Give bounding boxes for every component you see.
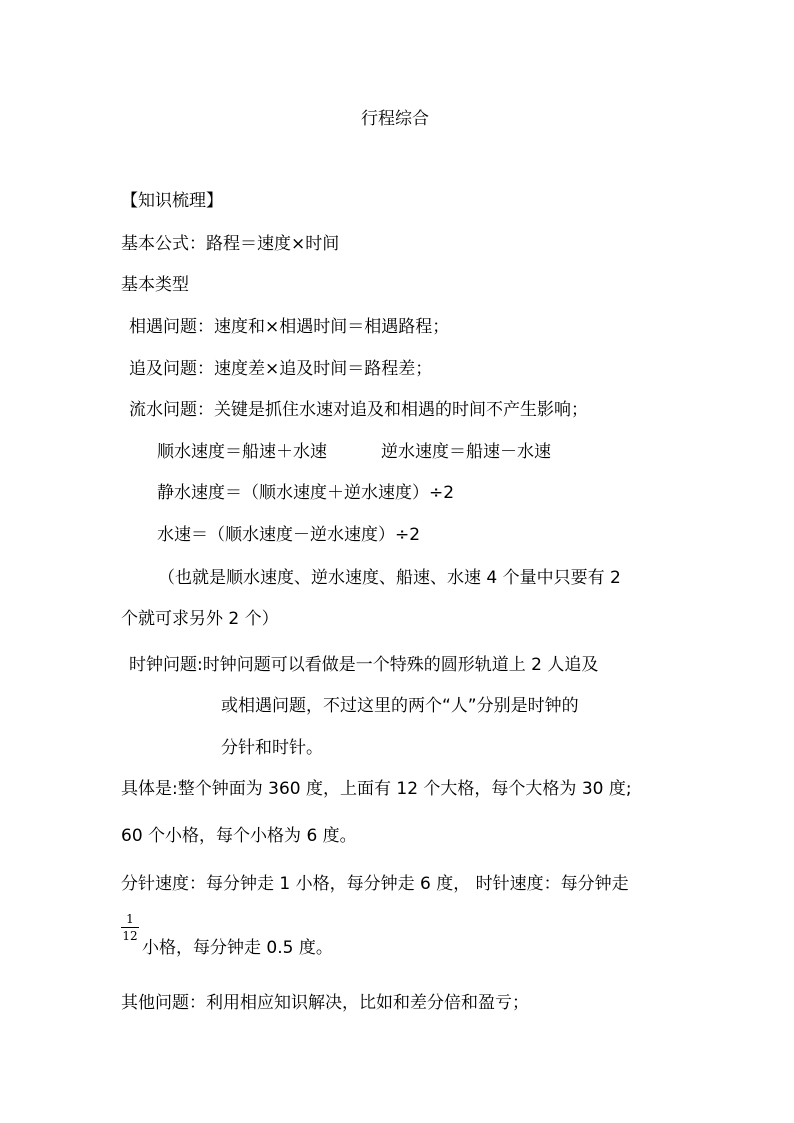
page-title: 行程综合	[361, 109, 429, 129]
clock-specific-line-1: 具体是:整个钟面为 360 度，上面有 12 个大格，每个大格为 30 度;	[121, 779, 632, 799]
still-water-speed-formula: 静水速度＝（顺水速度＋逆水速度）÷2	[157, 483, 455, 503]
hand-speed-continuation: 小格，每分钟走 0.5 度。	[142, 938, 333, 958]
meeting-problem-text: 相遇问题：速度和×相遇时间＝相遇路程；	[129, 317, 450, 337]
water-speed-formula: 水速＝（顺水速度－逆水速度）÷2	[157, 525, 421, 545]
chasing-problem-text: 追及问题：速度差×追及时间＝路程差；	[129, 359, 433, 379]
upstream-speed-formula: 逆水速度＝船速－水速	[381, 442, 551, 462]
basic-types-heading: 基本类型	[121, 275, 189, 295]
clock-problem-line-2: 或相遇问题，不过这里的两个“人”分别是时钟的	[221, 696, 579, 716]
hand-speed-text: 分针速度：每分钟走 1 小格，每分钟走 6 度， 时针速度：每分钟走	[121, 874, 629, 894]
note-line-2: 个就可求另外 2 个）	[121, 609, 279, 629]
fraction-one-twelfth	[121, 912, 139, 943]
other-problems-text: 其他问题：利用相应知识解决，比如和差分倍和盈亏；	[121, 993, 529, 1013]
flowing-water-problem-text: 流水问题：关键是抓住水速对追及和相遇的时间不产生影响；	[129, 400, 588, 420]
downstream-speed-formula: 顺水速度＝船速＋水速	[157, 442, 327, 462]
basic-formula-text: 基本公式：路程＝速度×时间	[121, 234, 340, 254]
fraction-denominator: 12	[122, 929, 138, 943]
section-heading: 【知识梳理】	[121, 191, 223, 211]
clock-problem-line-3: 分针和时针。	[221, 738, 323, 758]
note-line-1: （也就是顺水速度、逆水速度、船速、水速 4 个量中只要有 2	[158, 568, 621, 588]
clock-problem-line-1: 时钟问题:时钟问题可以看做是一个特殊的圆形轨道上 2 人追及	[129, 655, 599, 675]
fraction-bar	[121, 927, 139, 928]
clock-specific-line-2: 60 个小格，每个小格为 6 度。	[121, 826, 357, 846]
fraction-numerator: 1	[126, 912, 134, 926]
